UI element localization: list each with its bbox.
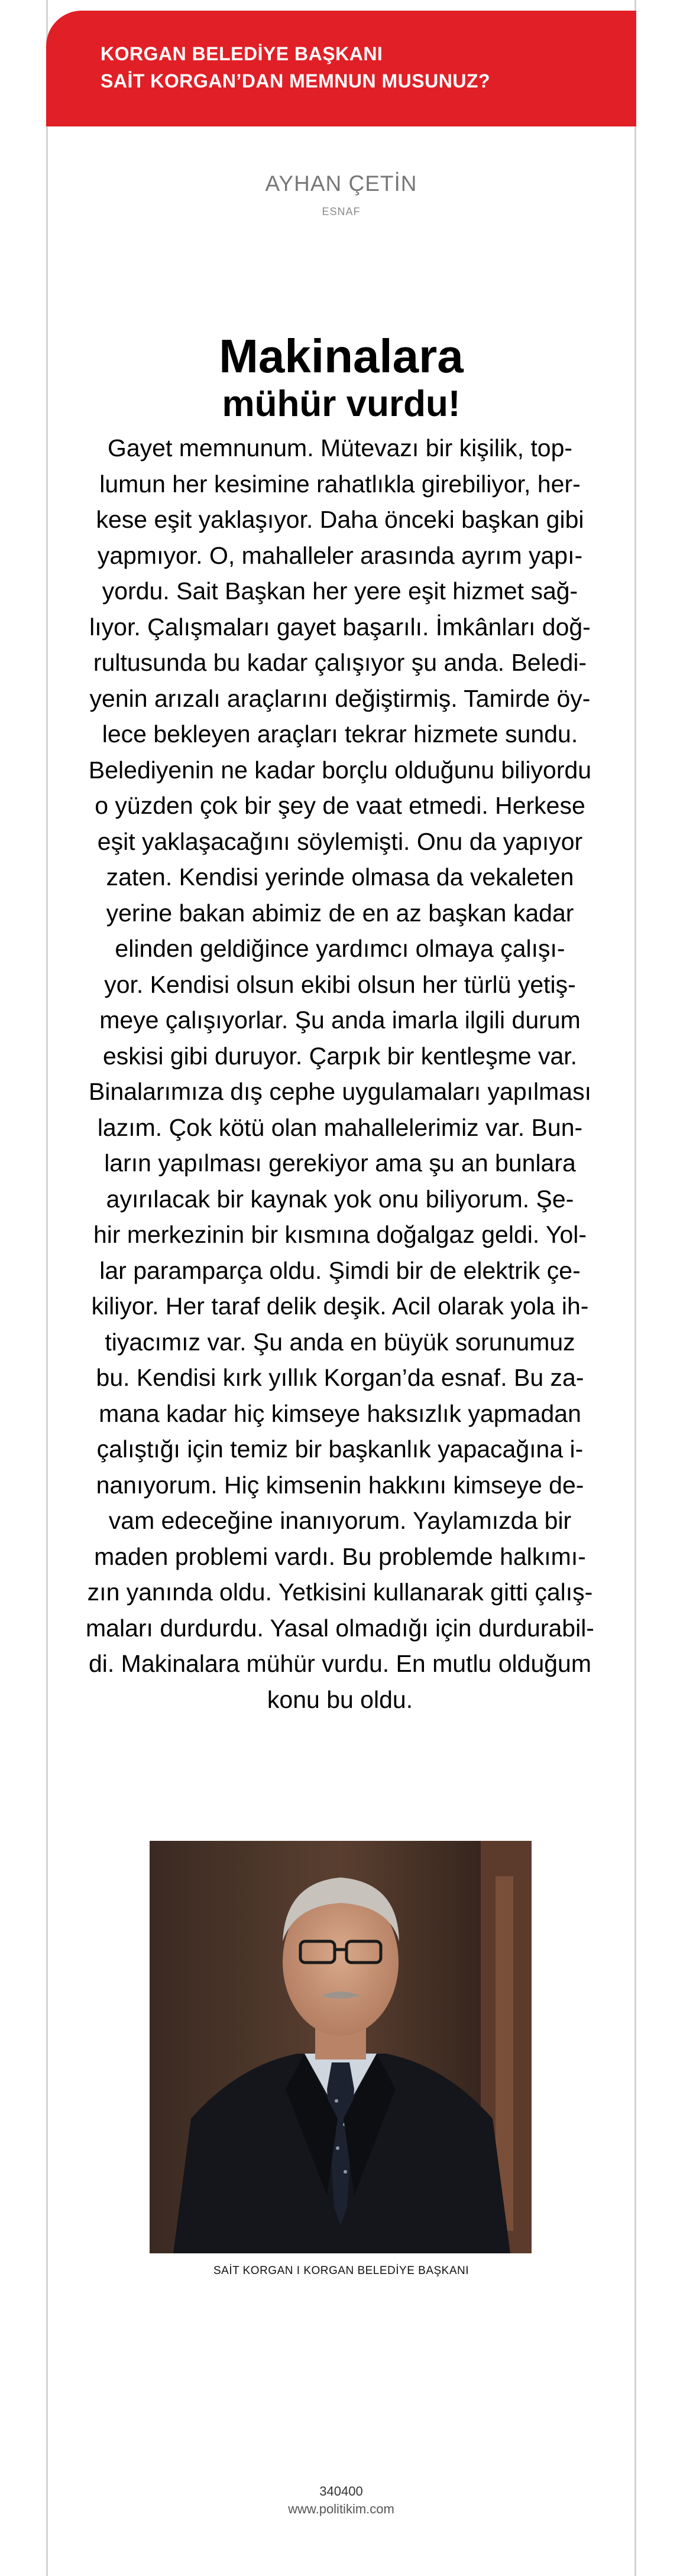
article-body-line: vam edeceğine inanıyorum. Yaylamızda bir bbox=[108, 1507, 572, 1534]
footer-url: www.politikim.com bbox=[288, 2502, 394, 2516]
byline-role: ESNAF bbox=[322, 206, 361, 217]
article-body-line: lece bekleyen araçları tekrar hizmete sundu. bbox=[102, 720, 578, 748]
article-body-line: lıyor. Çalışmaları gayet başarılı. İmkânları doğ- bbox=[89, 613, 591, 641]
article-body-line: eskisi gibi duruyor. Çarpık bir kentleşme var. bbox=[102, 1042, 578, 1070]
article-body-line: bu. Kendisi kırk yıllık Korgan’da esnaf. Bu za- bbox=[96, 1364, 584, 1391]
article-body-line: lumun her kesimine rahatlıkla girebiliyor, her- bbox=[99, 470, 581, 498]
header-banner bbox=[46, 11, 636, 126]
article-body-line: tiyacımız var. Şu anda en büyük sorunumuz bbox=[105, 1328, 575, 1356]
headline-line-1: Makinalara bbox=[219, 330, 464, 382]
header-title-line-1: KORGAN BELEDİYE BAŞKANI bbox=[101, 43, 383, 64]
article-body-line: yordu. Sait Başkan her yere eşit hizmet sağ- bbox=[102, 577, 578, 605]
article-body-line: kiliyor. Her taraf delik deşik. Acil olarak yola ih- bbox=[91, 1292, 589, 1320]
article-body-line: zaten. Kendisi yerinde olmasa da vekaleten bbox=[106, 863, 574, 891]
photo-caption: SAİT KORGAN I KORGAN BELEDİYE BAŞKANI bbox=[213, 2265, 469, 2277]
headline-line-2: mühür vurdu! bbox=[222, 384, 461, 424]
article-body-line: elinden geldiğince yardımcı olmaya çalışı- bbox=[115, 935, 565, 962]
article-body-line: yenin arızalı araçlarını değiştirmiş. Tamirde öy- bbox=[89, 684, 591, 712]
article-body-line: maden problemi vardı. Bu problemde halkımı- bbox=[94, 1542, 586, 1570]
article-body-line: Binalarımıza dış cephe uygulamaları yapılması bbox=[88, 1078, 591, 1105]
article-body-line: rultusunda bu kadar çalışıyor şu anda. Beledi- bbox=[93, 649, 587, 676]
article-body-line: meye çalışıyorlar. Şu anda imarla ilgili durum bbox=[99, 1006, 581, 1034]
article-body-line: nanıyorum. Hiç kimsenin hakkını kimseye de- bbox=[96, 1471, 584, 1499]
article-body-line: ayırılacak bir kaynak yok onu biliyorum. Şe- bbox=[106, 1185, 574, 1213]
article-body-line: yerine bakan abimiz de en az başkan kadar bbox=[106, 899, 574, 927]
article-body-line: Belediyenin ne kadar borçlu olduğunu biliyordu bbox=[88, 756, 592, 784]
article-body-line: zın yanında oldu. Yetkisini kullanarak gitti çalış- bbox=[87, 1578, 593, 1606]
article-body-line: lazım. Çok kötü olan mahallelerimiz var. Bun- bbox=[97, 1113, 583, 1141]
article-body-line: hir merkezinin bir kısmına doğalgaz geldi. Yol- bbox=[93, 1221, 587, 1248]
article-body-line: mana kadar hiç kimseye haksızlık yapmadan bbox=[99, 1399, 581, 1427]
article-body-line: o yüzden çok bir şey de vaat etmedi. Herkese bbox=[95, 792, 585, 819]
article-body-line: lar paramparça oldu. Şimdi bir de elektrik çe- bbox=[99, 1256, 581, 1284]
footer-number: 340400 bbox=[319, 2484, 363, 2499]
header-title-line-2: SAİT KORGAN’DAN MEMNUN MUSUNUZ? bbox=[101, 70, 491, 92]
article-body-line: kese eşit yaklaşıyor. Daha önceki başkan gibi bbox=[96, 506, 584, 533]
article-body-line: yor. Kendisi olsun ekibi olsun her türlü yetiş- bbox=[104, 970, 576, 998]
article-body-line: çalıştığı için temiz bir başkanlık yapacağına i- bbox=[96, 1435, 584, 1463]
article-body bbox=[83, 430, 597, 1717]
portrait-photo bbox=[150, 1841, 532, 2253]
article-body-line: yapmıyor. O, mahalleler arasında ayrım yapı- bbox=[97, 541, 583, 569]
article-body-line: eşit yaklaşacağını söylemişti. Onu da yapıyor bbox=[97, 827, 583, 855]
article-body-line: di. Makinalara mühür vurdu. En mutlu olduğum bbox=[88, 1650, 592, 1677]
article-body-line: konu bu oldu. bbox=[267, 1685, 413, 1713]
byline-name: AYHAN ÇETİN bbox=[265, 171, 417, 196]
article-body-line: ların yapılması gerekiyor ama şu an bunlara bbox=[104, 1149, 576, 1177]
article-body-line: Gayet memnunum. Mütevazı bir kişilik, top- bbox=[107, 434, 573, 462]
article-body-line: maları durdurdu. Yasal olmadığı için durdurabil- bbox=[86, 1614, 594, 1642]
